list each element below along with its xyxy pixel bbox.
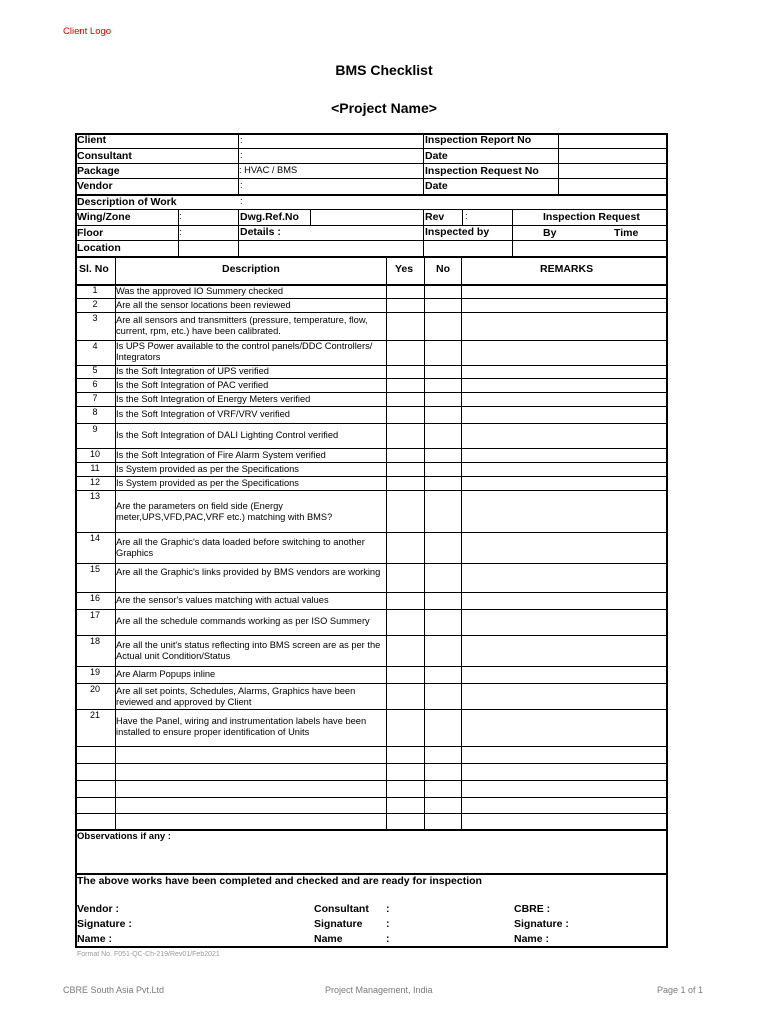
wing-zone-colon: : bbox=[179, 211, 182, 221]
client-logo: Client Logo bbox=[63, 26, 112, 37]
date-label-2: Date bbox=[425, 180, 448, 192]
row-description: Is UPS Power available to the control panels/DDC Controllers/ Integrators bbox=[116, 341, 373, 362]
vendor-label: Vendor bbox=[77, 180, 113, 192]
row-description: Are the sensor's values matching with actual values bbox=[116, 595, 329, 605]
description-of-work-label: Description of Work bbox=[77, 196, 177, 208]
cbre-signature-label: Signature : bbox=[514, 918, 569, 930]
inspection-request-label: Inspection Request bbox=[543, 211, 640, 223]
description-header: Description bbox=[222, 263, 280, 275]
vendor-colon: : bbox=[240, 180, 243, 190]
sl-no-header: Sl. No bbox=[79, 263, 109, 275]
consultant-label: Consultant bbox=[77, 150, 132, 162]
row-number: 10 bbox=[89, 449, 100, 459]
row-number: 18 bbox=[89, 636, 100, 646]
vendor-signoff-label: Vendor : bbox=[77, 903, 120, 915]
row-description: Are all the schedule commands working as per ISO Summery bbox=[116, 616, 370, 626]
footer-company: CBRE South Asia Pvt.Ltd bbox=[63, 985, 165, 995]
row-number: 6 bbox=[92, 379, 98, 389]
consultant-colon: : bbox=[386, 903, 390, 915]
row-description: Are Alarm Popups inline bbox=[116, 669, 216, 679]
cbre-signoff-label: CBRE : bbox=[514, 903, 551, 915]
document-title: BMS Checklist bbox=[335, 62, 433, 78]
details-label: Details : bbox=[240, 226, 281, 238]
row-description: Have the Panel, wiring and instrumentation labels have been installed to ensure proper identification of Units bbox=[116, 716, 367, 737]
vendor-signature-label: Signature : bbox=[77, 918, 132, 930]
row-description: Is System provided as per the Specifications bbox=[116, 464, 299, 474]
inspection-report-no-label: Inspection Report No bbox=[425, 134, 532, 146]
consultant-name-label: Name bbox=[314, 933, 343, 945]
by-label: By bbox=[543, 227, 557, 239]
remarks-header: REMARKS bbox=[540, 263, 594, 275]
consultant-signature-label: Signature bbox=[314, 918, 363, 930]
row-number: 16 bbox=[89, 593, 100, 603]
client-colon: : bbox=[240, 135, 243, 145]
footer-page-number: Page 1 of 1 bbox=[657, 985, 704, 995]
client-label: Client bbox=[77, 134, 107, 146]
consultant-name-colon: : bbox=[386, 933, 390, 945]
row-description: Is the Soft Integration of Energy Meters verified bbox=[116, 394, 311, 404]
row-number: 8 bbox=[92, 407, 98, 417]
rev-label: Rev bbox=[425, 211, 445, 223]
row-description: Is System provided as per the Specifications bbox=[116, 478, 299, 488]
row-number: 19 bbox=[89, 667, 100, 677]
row-number: 14 bbox=[89, 533, 100, 543]
row-description: Are all the sensor locations been reviewed bbox=[116, 300, 291, 310]
no-header: No bbox=[436, 263, 450, 275]
row-description: Are all the Graphic's links provided by BMS vendors are working bbox=[116, 567, 381, 577]
format-number: Format No. F051-QC-Ch-219/Rev01/Feb2021 bbox=[77, 951, 220, 958]
date-label-1: Date bbox=[425, 150, 448, 162]
row-description: Was the approved IO Summery checked bbox=[116, 286, 284, 296]
consultant-colon: : bbox=[240, 150, 243, 160]
inspection-request-no-label: Inspection Request No bbox=[425, 165, 539, 177]
row-number: 4 bbox=[92, 341, 98, 351]
yes-header: Yes bbox=[395, 263, 414, 275]
row-number: 7 bbox=[92, 393, 98, 403]
row-description: Is the Soft Integration of Fire Alarm System verified bbox=[116, 450, 326, 460]
row-description: Are all the Graphic's data loaded before switching to another Graphics bbox=[116, 537, 365, 558]
observations-label: Observations if any : bbox=[77, 831, 171, 842]
row-number: 2 bbox=[92, 299, 98, 309]
package-label: Package bbox=[77, 165, 120, 177]
row-description: Are the parameters on field side (Energy meter,UPS,VFD,PAC,VRF etc.) matching with BMS? bbox=[116, 501, 333, 522]
inspected-by-label: Inspected by bbox=[425, 226, 490, 238]
row-number: 21 bbox=[89, 710, 100, 720]
time-label: Time bbox=[614, 227, 639, 239]
floor-colon: : bbox=[179, 227, 182, 237]
row-description: Is the Soft Integration of VRF/VRV verified bbox=[116, 409, 290, 419]
row-number: 17 bbox=[89, 610, 100, 620]
row-number: 13 bbox=[89, 491, 100, 501]
footer-department: Project Management, India bbox=[325, 985, 433, 995]
rev-colon: : bbox=[465, 211, 468, 221]
row-number: 12 bbox=[89, 477, 100, 487]
consultant-signature-colon: : bbox=[386, 918, 390, 930]
project-name: <Project Name> bbox=[331, 100, 437, 116]
dwg-ref-no-label: Dwg.Ref.No bbox=[240, 211, 299, 223]
row-number: 1 bbox=[92, 285, 98, 295]
description-colon: : bbox=[240, 196, 243, 206]
package-value: : HVAC / BMS bbox=[239, 165, 298, 175]
vendor-name-label: Name : bbox=[77, 933, 113, 945]
row-description: Are all set points, Schedules, Alarms, Graphics have been reviewed and approved by Client bbox=[116, 686, 356, 707]
row-description: Is the Soft Integration of PAC verified bbox=[116, 380, 269, 390]
row-description: Is the Soft Integration of UPS verified bbox=[116, 366, 269, 376]
floor-label: Floor bbox=[77, 227, 104, 239]
row-number: 5 bbox=[92, 365, 98, 375]
location-label: Location bbox=[77, 242, 121, 254]
wing-zone-label: Wing/Zone bbox=[77, 211, 131, 223]
row-number: 11 bbox=[90, 463, 100, 473]
row-number: 9 bbox=[92, 424, 98, 434]
row-number: 20 bbox=[89, 684, 100, 694]
row-description: Are all the unit's status reflecting into BMS screen are as per the Actual unit Condition/Status bbox=[116, 640, 381, 661]
completion-statement: The above works have been completed and checked and are ready for inspection bbox=[77, 875, 482, 887]
consultant-signoff-label: Consultant bbox=[314, 903, 369, 915]
row-number: 15 bbox=[89, 564, 100, 574]
cbre-name-label: Name : bbox=[514, 933, 550, 945]
row-description: Are all sensors and transmitters (pressure, temperature, flow, current, rpm, etc.) have been calibrated. bbox=[116, 315, 368, 336]
row-description: Is the Soft Integration of DALI Lighting Control verified bbox=[116, 430, 339, 440]
row-number: 3 bbox=[92, 313, 98, 323]
